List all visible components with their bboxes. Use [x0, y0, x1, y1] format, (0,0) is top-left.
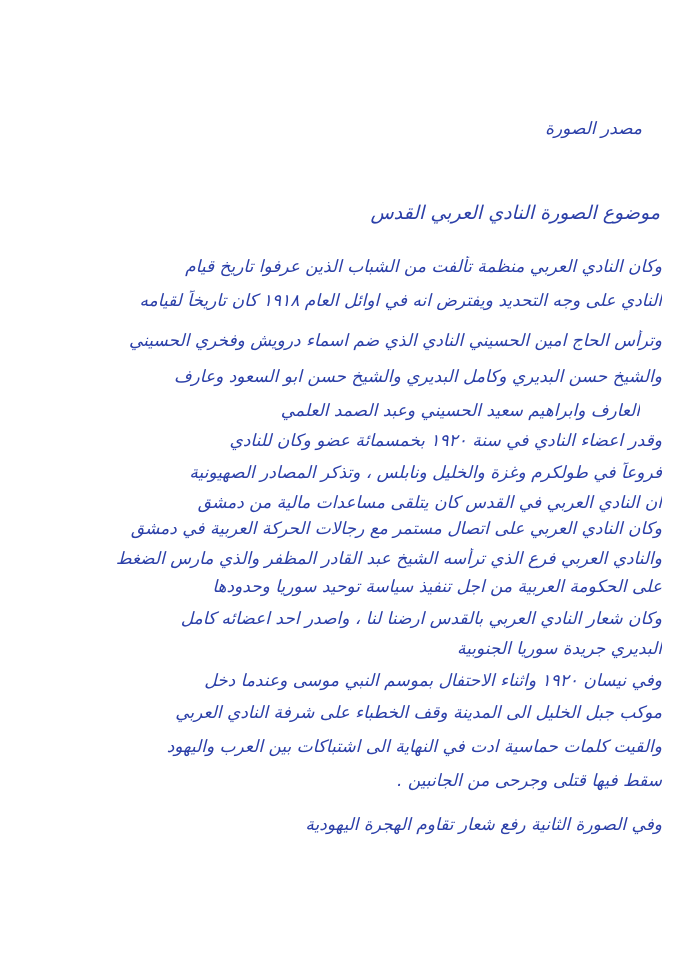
- text-line: وترأس الحاج امين الحسيني النادي الذي ضم اسماء درويش وفخري الحسيني: [128, 331, 662, 351]
- text-line: على الحكومة العربية من اجل تنفيذ سياسة توحيد سوريا وحدودها: [212, 577, 662, 597]
- text-line: والنادي العربي فرع الذي ترأسه الشيخ عبد القادر المظفر والذي مارس الضغط: [115, 549, 662, 569]
- text-line: وفي الصورة الثانية رفع شعار تقاوم الهجرة اليهودية: [305, 815, 662, 835]
- text-line: ان النادي العربي في القدس كان يتلقى مساعدات مالية من دمشق: [197, 493, 662, 513]
- text-line: وكان النادي العربي على اتصال مستمر مع رجالات الحركة العربية في دمشق: [130, 519, 662, 539]
- text-line: والقيت كلمات حماسية ادت في النهاية الى اشتباكات بين العرب واليهود: [166, 737, 662, 757]
- text-line: سقط فيها قتلى وجرحى من الجانبين .: [397, 771, 662, 791]
- text-line: وفي نيسان ١٩٢٠ واثناء الاحتفال بموسم النبي موسى وعندما دخل: [204, 671, 662, 691]
- text-line: فروعاً في طولكرم وغزة والخليل ونابلس ، وتذكر المصادر الصهيونية: [189, 463, 662, 483]
- text-line: وكان شعار النادي العربي بالقدس ارضنا لنا ، واصدر احد اعضائه كامل: [180, 609, 662, 629]
- text-line: وكان النادي العربي منظمة تألفت من الشباب الذين عرفوا تاريخ قيام: [185, 257, 662, 277]
- text-line: موكب جبل الخليل الى المدينة وقف الخطباء على شرفة النادي العربي: [175, 703, 662, 723]
- text-line: والشيخ حسن البديري وكامل البديري والشيخ حسن ابو السعود وعارف: [173, 367, 662, 387]
- source-label: مصدر الصورة: [545, 119, 642, 139]
- text-line: وقدر اعضاء النادي في سنة ١٩٢٠ بخمسمائة عضو وكان للنادي: [229, 431, 662, 451]
- text-line: البديري جريدة سوريا الجنوبية: [457, 639, 662, 659]
- subject-line: موضوع الصورة النادي العربي القدس: [370, 202, 660, 224]
- text-line: العارف وابراهيم سعيد الحسيني وعبد الصمد العلمي: [280, 401, 640, 421]
- text-line: النادي على وجه التحديد ويفترض انه في اوائل العام ١٩١٨ كان تاريخاً لقيامه: [139, 291, 662, 311]
